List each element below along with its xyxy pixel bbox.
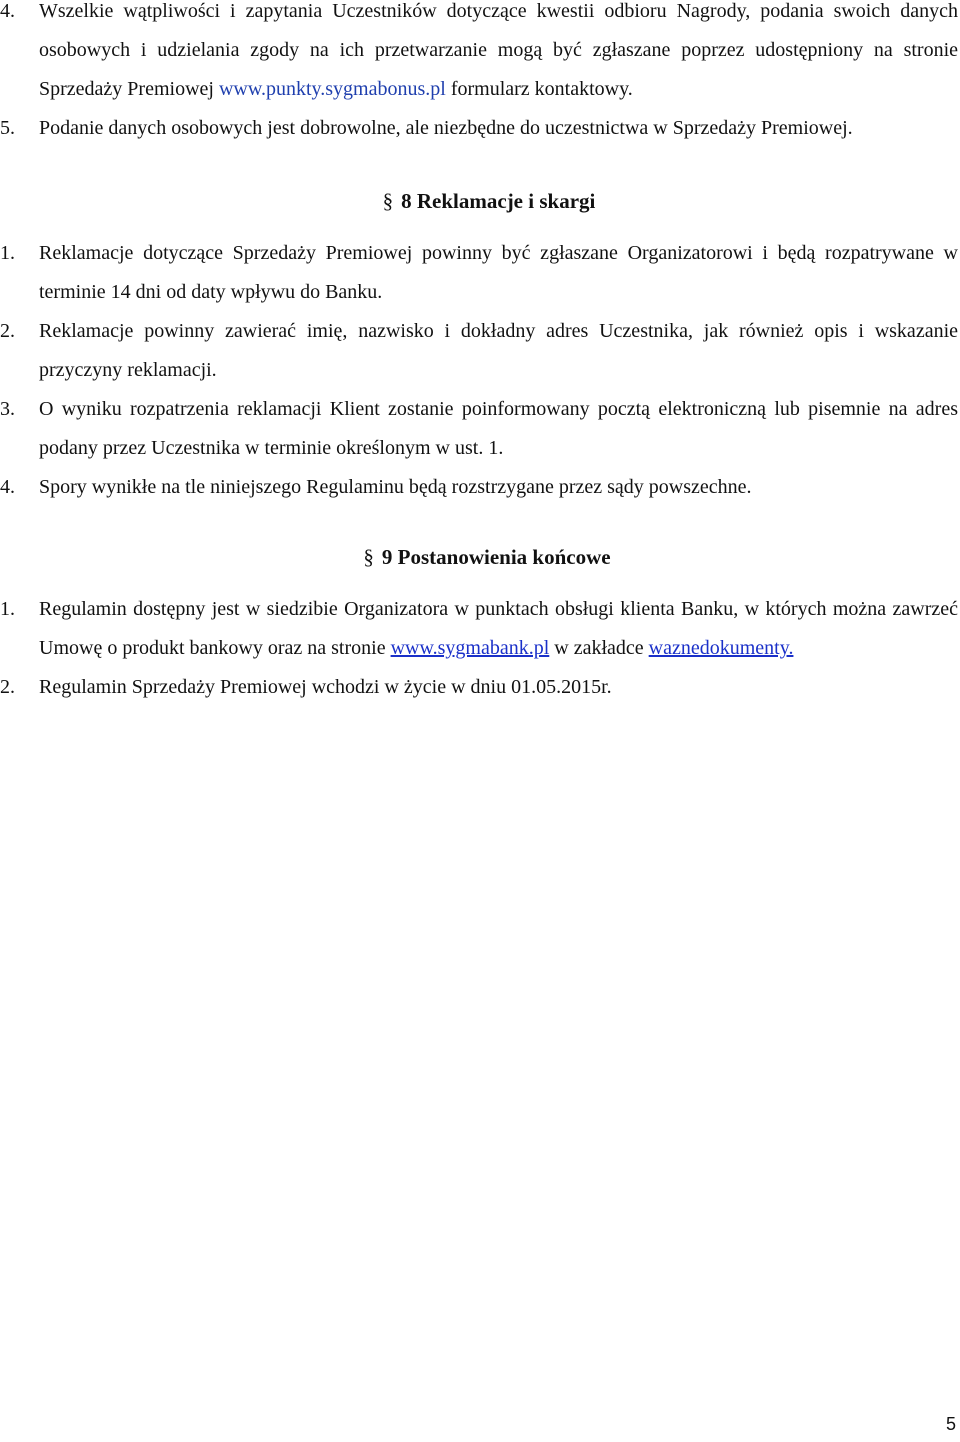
link-waznedokumenty[interactable]: waznedokumenty. <box>648 637 794 659</box>
list-number: 2. <box>0 320 15 342</box>
link-punkty-sygmabonus[interactable]: www.punkty.sygmabonus.pl <box>218 78 446 100</box>
section8-item-4 <box>0 468 958 507</box>
paragraph-text: Wszelkie wątpliwości i zapytania Uczestników dotyczące kwestii odbioru Nagrody, podania swoich danych osobowych i udzielania zgody na ich przetwarzanie mogą być zgłaszane poprzez udostępniony na stronie Sprzedaży Premiowej <box>39 0 958 100</box>
paragraph-text: Reklamacje dotyczące Sprzedaży Premiowej powinny być zgłaszane Organizatorowi i będą rozpatrywane w terminie 14 dni od daty wpływu do Banku. <box>39 242 958 303</box>
list-number: 1. <box>0 598 15 620</box>
list-number: 1. <box>0 242 15 264</box>
section8-item-3 <box>0 390 958 468</box>
paragraph-text: Podanie danych osobowych jest dobrowolne, ale niezbędne do uczestnictwa w Sprzedaży Premiowej. <box>39 117 853 139</box>
section-title: 9 Postanowienia końcowe <box>381 545 611 569</box>
paragraph-text: Regulamin Sprzedaży Premiowej wchodzi w życie w dniu 01.05.2015r. <box>39 676 612 698</box>
page-number: 5 <box>945 1414 956 1434</box>
list-number: 5. <box>0 117 15 139</box>
section9-item-2 <box>0 668 958 707</box>
document-content <box>0 0 958 707</box>
section-title: 8 Reklamacje i skargi <box>401 189 596 213</box>
paragraph-text: w zakładce <box>549 637 649 659</box>
section-heading-8 <box>0 183 958 219</box>
paragraph-text: Reklamacje powinny zawierać imię, nazwisko i dokładny adres Uczestnika, jak również opis i wskazanie przyczyny reklamacji. <box>39 320 958 381</box>
paragraph-text: O wyniku rozpatrzenia reklamacji Klient zostanie poinformowany pocztą elektroniczną lub pisemnie na adres podany przez Uczestnika w terminie określonym w ust. 1. <box>39 398 958 459</box>
paragraph-text: formularz kontaktowy. <box>445 78 633 100</box>
list-number: 2. <box>0 676 15 698</box>
section-heading-9 <box>0 539 958 575</box>
section8-item-2 <box>0 312 958 390</box>
list-number: 4. <box>0 476 15 498</box>
section8-item-1 <box>0 234 958 312</box>
section9-item-1 <box>0 590 958 668</box>
list-number: 4. <box>0 0 15 22</box>
list-item-4-top <box>0 0 958 109</box>
list-number: 3. <box>0 398 15 420</box>
section-sign: § <box>382 189 394 213</box>
link-sygmabank[interactable]: www.sygmabank.pl <box>390 637 550 659</box>
list-item-5-top <box>0 109 958 148</box>
paragraph-text: Regulamin dostępny jest w siedzibie Organizatora w punktach obsługi klienta Banku, w których można zawrzeć Umowę o produkt bankowy oraz na stronie <box>39 598 958 659</box>
paragraph-text: Spory wynikłe na tle niniejszego Regulaminu będą rozstrzygane przez sądy powszechne. <box>39 476 752 498</box>
section-sign: § <box>363 545 374 569</box>
